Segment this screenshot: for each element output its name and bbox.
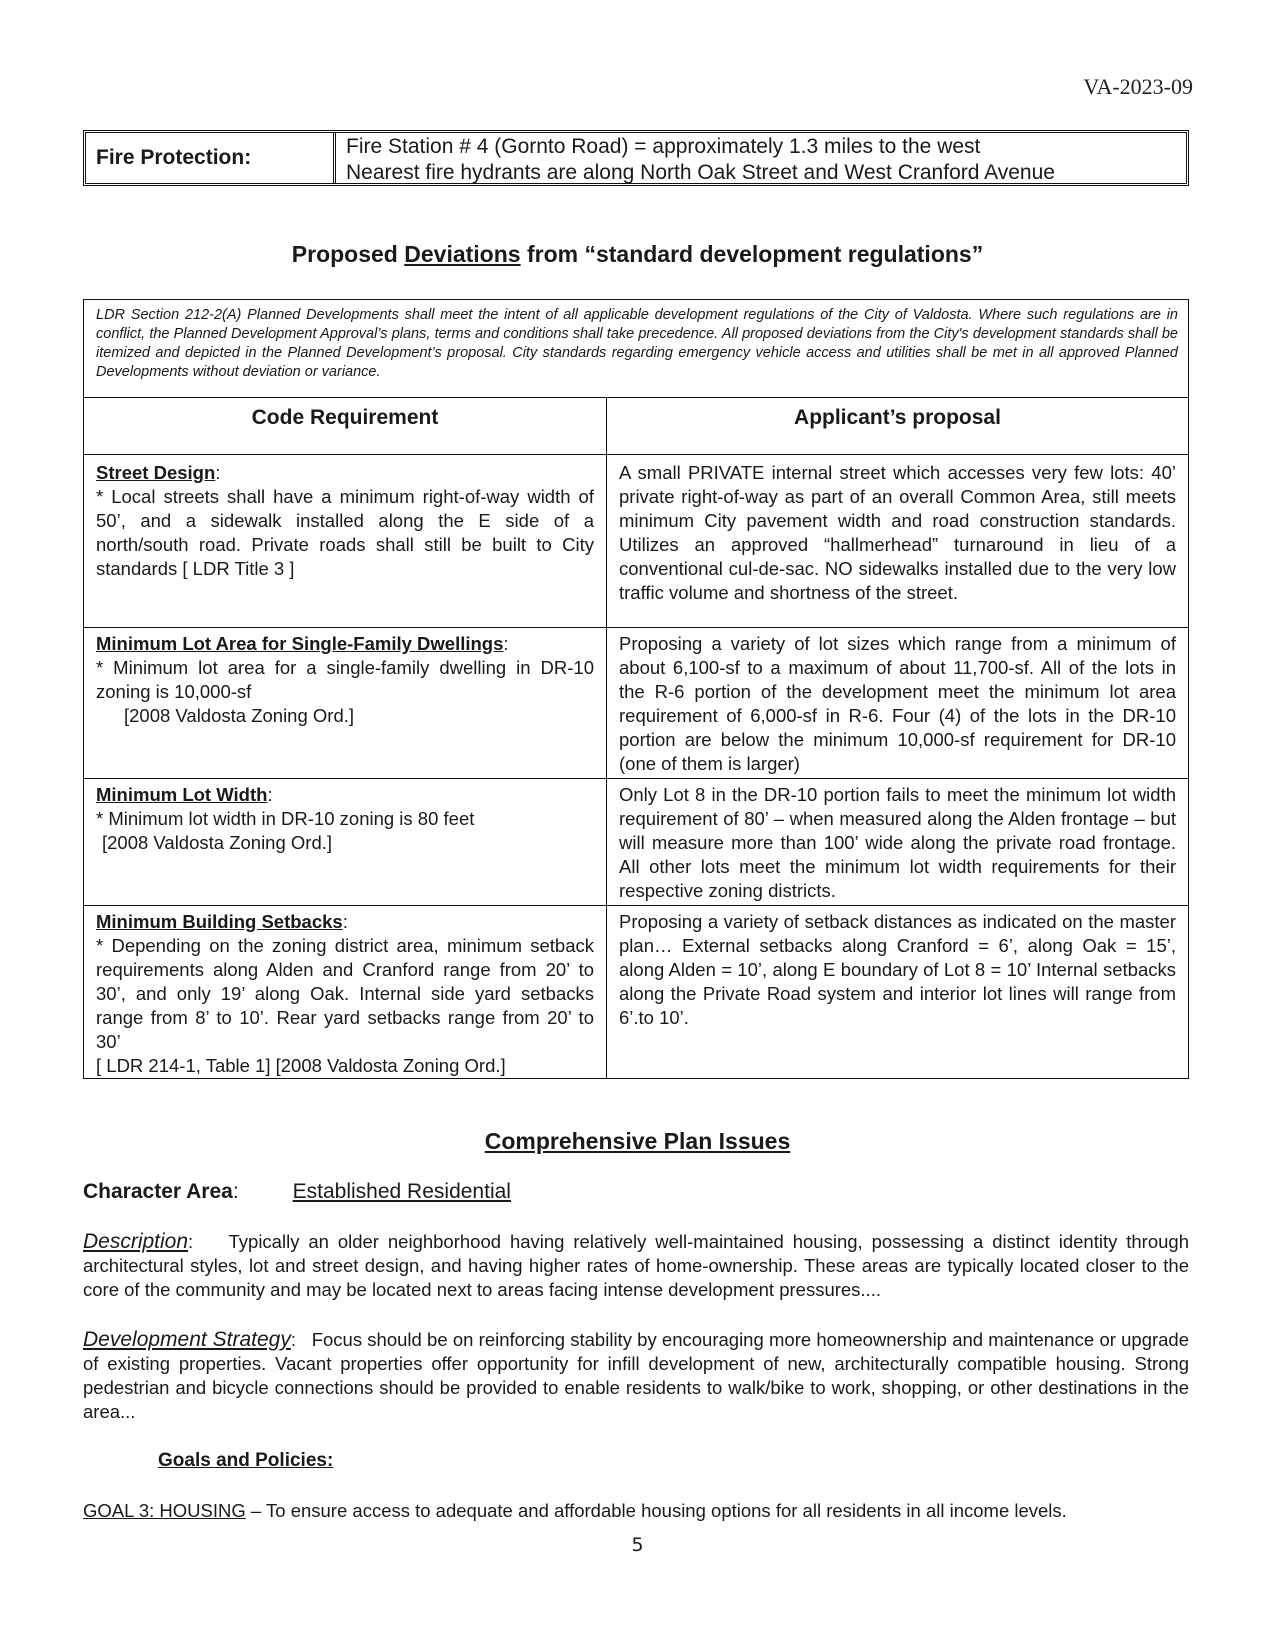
column-header-code: Code Requirement xyxy=(84,398,607,454)
ldr-section-note: LDR Section 212-2(A) Planned Developments shall meet the intent of all applicable development regulations of the City of Valdosta. Where such regulations are in conflict, the Planned Development Approval’s plans, terms and conditions shall take precedence. All proposed deviations from the City's development standards shall be itemized and depicted in the Planned Development’s proposal. City standards regarding emergency vehicle access and utilities shall be met in all approved Planned Developments without deviation or variance. xyxy=(84,300,1188,398)
deviations-heading-post: from “standard development regulations” xyxy=(520,241,984,267)
fire-protection-table xyxy=(83,130,1189,186)
table-header-row xyxy=(84,398,1188,455)
requirement-cell: Minimum Lot Width: * Minimum lot width in DR-10 zoning is 80 feet [2008 Valdosta Zoning Ord.] xyxy=(84,779,607,905)
table-row xyxy=(84,906,1188,1078)
requirement-title: Minimum Building Setbacks xyxy=(96,911,343,932)
table-row xyxy=(84,628,1188,779)
fire-protection-details xyxy=(336,133,1186,183)
deviations-table xyxy=(83,299,1189,1079)
requirement-reference: [ LDR 214-1, Table 1] [2008 Valdosta Zoning Ord.] xyxy=(96,1055,506,1076)
comprehensive-plan-heading: Comprehensive Plan Issues xyxy=(484,1128,791,1154)
goal-3-label: GOAL 3: HOUSING xyxy=(83,1500,246,1521)
goal-3 xyxy=(83,1500,1067,1522)
goal-3-text: – To ensure access to adequate and affordable housing options for all residents in all income levels. xyxy=(245,1500,1067,1521)
description-text: Typically an older neighborhood having relatively well-maintained housing, possessing a distinct identity through architectural styles, lot and street design, and having higher rates of home-ownership. These areas are typically located closer to the core of the community and may be located next to areas facing intense development pressures.... xyxy=(83,1231,1189,1300)
strategy-text: Focus should be on reinforcing stability by encouraging more homeownership and maintenance or upgrade of existing properties. Vacant properties offer opportunity for infill development of new, architecturally compatible housing. Strong pedestrian and bicycle connections should be provided to enable residents to walk/bike to work, shopping, or other destinations in the area... xyxy=(83,1329,1190,1422)
requirement-text: * Depending on the zoning district area, minimum setback requirements along Alden and Cranford range from 20’ to 30’, and only 19’ along Oak. Internal side yard setbacks range from 8’ to 10’. Rear yard setbacks range from 20’ to 30’ xyxy=(96,935,594,1052)
proposal-cell: Proposing a variety of lot sizes which range from a minimum of about 6,100-sf to a maximum of about 11,700-sf. All of the lots in the R-6 portion of the development meet the minimum lot area requirement of 6,000-sf in R-6. Four (4) of the lots in the DR-10 portion are below the minimum 10,000-sf requirement for DR-10 (one of them is larger) xyxy=(619,633,1176,774)
document-id: VA-2023-09 xyxy=(1083,74,1193,99)
requirement-cell: Minimum Lot Area for Single-Family Dwellings: * Minimum lot area for a single-family dwelling in DR-10 zoning is 10,000-sf [2008 Valdosta Zoning Ord.] xyxy=(84,628,607,778)
requirement-reference: [2008 Valdosta Zoning Ord.] xyxy=(124,705,355,726)
requirement-title: Minimum Lot Area for Single-Family Dwellings xyxy=(96,633,504,654)
proposal-cell: Proposing a variety of setback distances as indicated on the master plan… External setbacks along Cranford = 6’, along Oak = 15’, along Alden = 10’, along E boundary of Lot 8 = 10’ Internal setbacks along the Private Road system and interior lot lines will range from 6’.to 10’. xyxy=(619,911,1176,1028)
requirement-cell: Street Design: * Local streets shall have a minimum right-of-way width of 50’, and a sidewalk installed along the E side of a north/south road. Private roads shall still be built to City standards [ LDR Title 3 ] xyxy=(84,455,607,627)
character-area-label: Character Area xyxy=(83,1180,233,1203)
fire-hydrant-line: Nearest fire hydrants are along North Oak Street and West Cranford Avenue xyxy=(346,161,1055,184)
deviations-heading-underlined: Deviations xyxy=(404,241,521,267)
table-row xyxy=(84,455,1188,628)
requirement-text: * Minimum lot area for a single-family dwelling in DR-10 zoning is 10,000-sf xyxy=(96,657,594,702)
proposal-cell: Only Lot 8 in the DR-10 portion fails to meet the minimum lot width requirement of 80’ – when measured along the Alden frontage – but will measure more than 100’ wide along the private road frontage. All other lots meet the minimum lot width requirements for their respective zoning districts. xyxy=(619,784,1176,901)
requirement-reference: [2008 Valdosta Zoning Ord.] xyxy=(102,832,333,853)
page-number: 5 xyxy=(631,1534,644,1556)
fire-protection-label: Fire Protection: xyxy=(86,133,336,183)
table-row xyxy=(84,779,1188,906)
requirement-cell: Minimum Building Setbacks: * Depending on the zoning district area, minimum setback requirements along Alden and Cranford range from 20’ to 30’, and only 19’ along Oak. Internal side yard setbacks range from 8’ to 10’. Rear yard setbacks range from 20’ to 30’ [ LDR 214-1, Table 1] [2008 Valdosta Zoning Ord.] xyxy=(84,906,607,1078)
proposal-cell: A small PRIVATE internal street which accesses very few lots: 40’ private right-of-way as part of an overall Common Area, still meets minimum City pavement width and road construction standards. Utilizes an approved “hallmerhead” turnaround in lieu of a conventional cul-de-sac. NO sidewalks installed due to the very low traffic volume and shortness of the street. xyxy=(619,462,1176,603)
strategy-paragraph: Development Strategy: Focus should be on reinforcing stability by encouraging more homeownership and maintenance or upgrade of existing properties. Vacant properties offer opportunity for infill development of new, architecturally compatible housing. Strong pedestrian and bicycle connections should be provided to enable residents to walk/bike to work, shopping, or other destinations in the area... xyxy=(83,1328,1190,1422)
strategy-lead: Development Strategy xyxy=(83,1328,291,1351)
deviations-heading xyxy=(0,241,1275,268)
requirement-title: Minimum Lot Width xyxy=(96,784,268,805)
requirement-text: * Local streets shall have a minimum right-of-way width of 50’, and a sidewalk installed along the E side of a north/south road. Private roads shall still be built to City standards [ LDR Title 3 ] xyxy=(96,486,594,579)
requirement-title: Street Design xyxy=(96,462,216,483)
goals-heading: Goals and Policies: xyxy=(158,1450,334,1471)
character-area: Character Area: Established Residential xyxy=(83,1180,511,1203)
requirement-text: * Minimum lot width in DR-10 zoning is 80 feet xyxy=(96,808,475,829)
description-lead: Description xyxy=(83,1230,189,1253)
fire-station-line: Fire Station # 4 (Gornto Road) = approximately 1.3 miles to the west xyxy=(346,135,981,158)
character-area-value: Established Residential xyxy=(292,1180,511,1203)
description-paragraph: Description: Typically an older neighborhood having relatively well-maintained housing, possessing a distinct identity through architectural styles, lot and street design, and having higher rates of home-ownership. These areas are typically located closer to the core of the community and may be located next to areas facing intense development pressures.... xyxy=(83,1230,1189,1300)
column-header-proposal: Applicant’s proposal xyxy=(794,406,1001,429)
deviations-heading-pre: Proposed xyxy=(291,241,405,267)
